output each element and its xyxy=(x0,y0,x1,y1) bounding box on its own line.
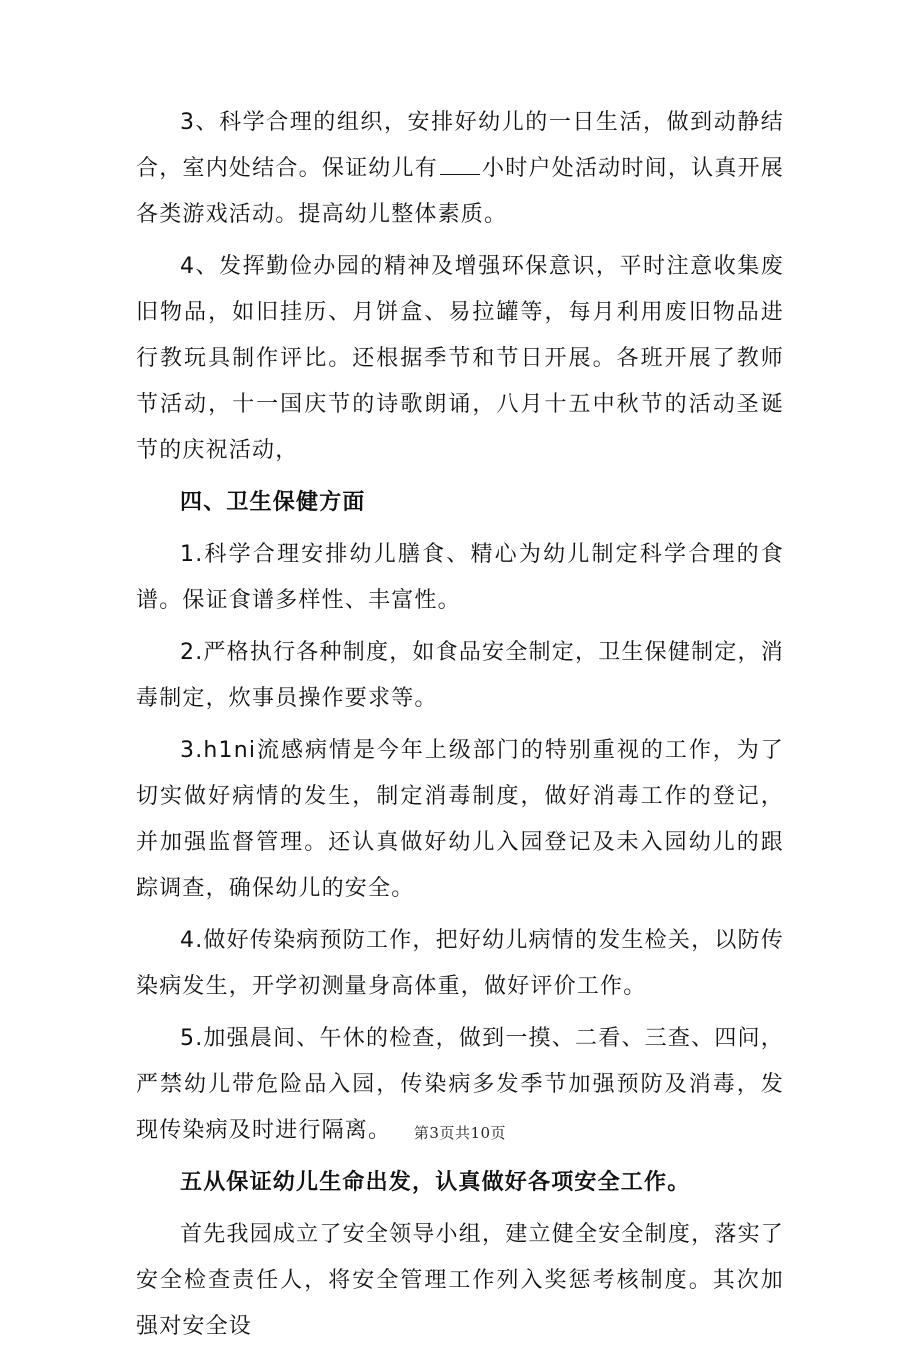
fill-in-blank xyxy=(440,156,480,175)
hygiene-item-3: 3.h1ni流感病情是今年上级部门的特别重视的工作，为了切实做好病情的发生，制定消毒制度，做好消毒工作的登记，并加强监督管理。还认真做好幼儿入园登记及未入园幼儿的跟踪调查，确保幼儿的安全。 xyxy=(136,738,784,901)
hygiene-item-5: 5.加强晨间、午休的检查，做到一摸、二看、三查、四问，严禁幼儿带危险品入园，传染病多发季节加强预防及消毒，发现传染病及时进行隔离。 xyxy=(136,1026,784,1143)
section-heading-hygiene: 四、卫生保健方面 xyxy=(180,490,366,515)
section-heading-safety: 五从保证幼儿生命出发，认真做好各项安全工作。 xyxy=(180,1170,691,1195)
paragraph-item-4: 4、发挥勤俭办园的精神及增强环保意识，平时注意收集废旧物品，如旧挂历、月饼盒、易拉罐等，每月利用废旧物品进行教玩具制作评比。还根据季节和节日开展。各班开展了教师节活动，十一国庆节的诗歌朗诵，八月十五中秋节的活动圣诞节的庆祝活动， xyxy=(136,254,784,463)
hygiene-item-4: 4.做好传染病预防工作，把好幼儿病情的发生检关，以防传染病发生，开学初测量身高体重，做好评价工作。 xyxy=(136,928,784,999)
paragraph-item-3-text-b: 小时户处活动时间，认真开展各类游戏活动。提高幼儿整体素质。 xyxy=(136,156,784,227)
hygiene-item-2: 2.严格执行各种制度，如食品安全制定，卫生保健制定，消毒制定，炊事员操作要求等。 xyxy=(136,640,784,711)
hygiene-item-1: 1.科学合理安排幼儿膳食、精心为幼儿制定科学合理的食谱。保证食谱多样性、丰富性。 xyxy=(136,542,784,613)
document-body xyxy=(136,100,784,1350)
paragraph-item-3 xyxy=(136,100,784,238)
safety-paragraph: 首先我园成立了安全领导小组，建立健全安全制度，落实了安全检查责任人，将安全管理工作列入奖惩考核制度。其次加强对安全设 xyxy=(136,1222,784,1339)
paragraph-item-3-text-a: 3、科学合理的组织，安排好幼儿的一日生活，做到动静结合，室内处结合。保证幼儿有 xyxy=(136,110,784,181)
page-number-footer: 第3页共10页 xyxy=(413,1124,507,1142)
